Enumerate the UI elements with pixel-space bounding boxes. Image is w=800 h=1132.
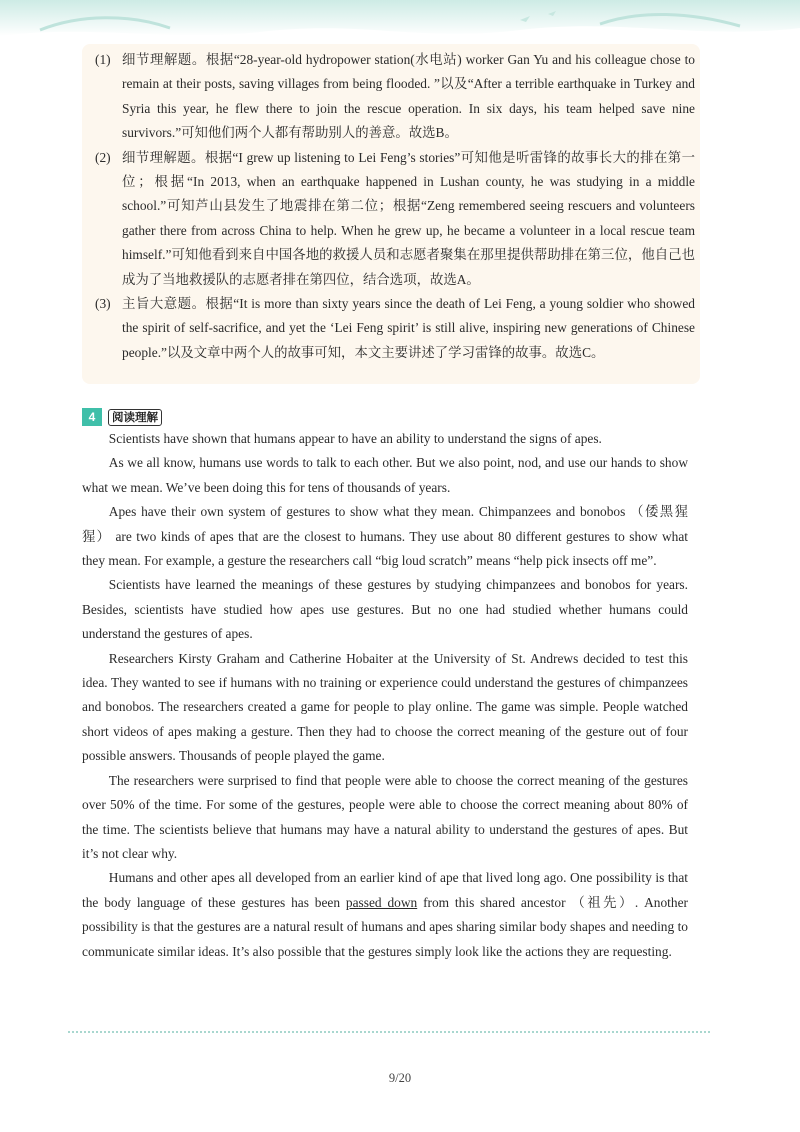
paragraph-7-end: from this shared ancestor （祖先）. Another possibility is that the gestures are a natural result of humans and apes sharing similar body shapes and needing to communicate similar ideas. It’s also possible that the gestures simply look like the actions they are requesting. [82, 894, 688, 959]
answer-item-1 [95, 48, 695, 146]
answer-explanations [95, 48, 695, 365]
answer-number: (2) [95, 149, 111, 165]
section-number-badge: 4 [82, 408, 102, 426]
underlined-phrase: passed down [345, 894, 418, 910]
page-number: 9/20 [388, 1071, 412, 1085]
paragraph-2: As we all know, humans use words to talk to each other. But we also point, nod, and use our hands to show what we mean. We’ve been doing this for tens of thousands of years. [82, 455, 688, 495]
section-label: 阅读理解 [108, 409, 162, 426]
reading-passage [82, 427, 688, 964]
section-heading [82, 408, 162, 426]
paragraph-4: Scientists have learned the meanings of these gestures by studying chimpanzees and bonobos for years. Besides, scientists have studied how apes use gestures. But no one had studied whether humans could understand the gestures of apes. [82, 577, 688, 642]
answer-text: 主旨大意题。根据“It is more than sixty years since the death of Lei Feng, a young soldier who showed the spirit of self-sacrifice, and yet the ‘Lei Feng spirit’ is still alive, inspiring new generations of Chinese people.”以及文章中两个人的故事可知，本文主要讲述了学习雷锋的故事。故选C。 [122, 296, 695, 360]
paragraph-6: The researchers were surprised to find that people were able to choose the correct meaning of the gestures over 50% of the time. For some of the gestures, people were able to choose the correct meaning about 80% of the time. The scientists believe that humans may have a natural ability to understand the gestures of apes. But it’s not clear why. [82, 772, 688, 861]
answer-text: 细节理解题。根据“28-year-old hydropower station(水电站) worker Gan Yu and his colleague chose to remain at their posts, saving villages from being flooded. ”以及“After a terrible earthquake in Turkey and Syria this year, he flew there to join the rescue operation. In six days, his team helped save nine survivors.”可知他们两个人都有帮助别人的善意。故选B。 [122, 52, 695, 141]
answer-text: 细节理解题。根据“I grew up listening to Lei Feng’s stories”可知他是听雷锋的故事长大的排在第一位；根据“In 2013, when an earthquake happened in Lushan county, he was studying in a middle school.”可知芦山县发生了地震排在第二位；根据“Zeng remembered seeing rescuers and volunteers gather there from across China to help. When he grew up, he became a volunteer in a local rescue team himself.”可知他看到来自中国各地的救援人员和志愿者聚集在那里提供帮助排在第三位，他自己也成为了当地救援队的志愿者排在第四位，结合选项，故选A。 [122, 149, 695, 287]
answer-item-3 [95, 292, 695, 365]
paragraph-5: Researchers Kirsty Graham and Catherine Hobaiter at the University of St. Andrews decided to test this idea. They wanted to see if humans with no training or experience could understand the gestures of chimpanzees and bonobos. The researchers created a game for people to play online. The game was simple. People watched short videos of apes making a gesture. Then they had to choose the correct meaning of the gesture out of four possible answers. Thousands of people played the game. [82, 650, 688, 764]
paragraph-1: Scientists have shown that humans appear to have an ability to understand the signs of apes. [108, 431, 602, 446]
paragraph-3: Apes have their own system of gestures to show what they mean. Chimpanzees and bonobos （倭黑猩猩） are two kinds of apes that are the closest to humans. They use about 80 different gestures to show what they mean. For example, a gesture the researchers call “big loud scratch” means “help pick insects off me”. [82, 504, 688, 569]
paragraph-7 [82, 866, 688, 964]
answer-number: (1) [95, 52, 111, 67]
answer-item-2 [95, 146, 695, 292]
footer-divider [68, 1031, 710, 1033]
paragraph-7-start: Humans and other apes all developed from an earlier kind of ape that lived long ago. One possibility is that the body language of these gestures has been [82, 870, 688, 910]
answer-number: (3) [95, 296, 111, 312]
